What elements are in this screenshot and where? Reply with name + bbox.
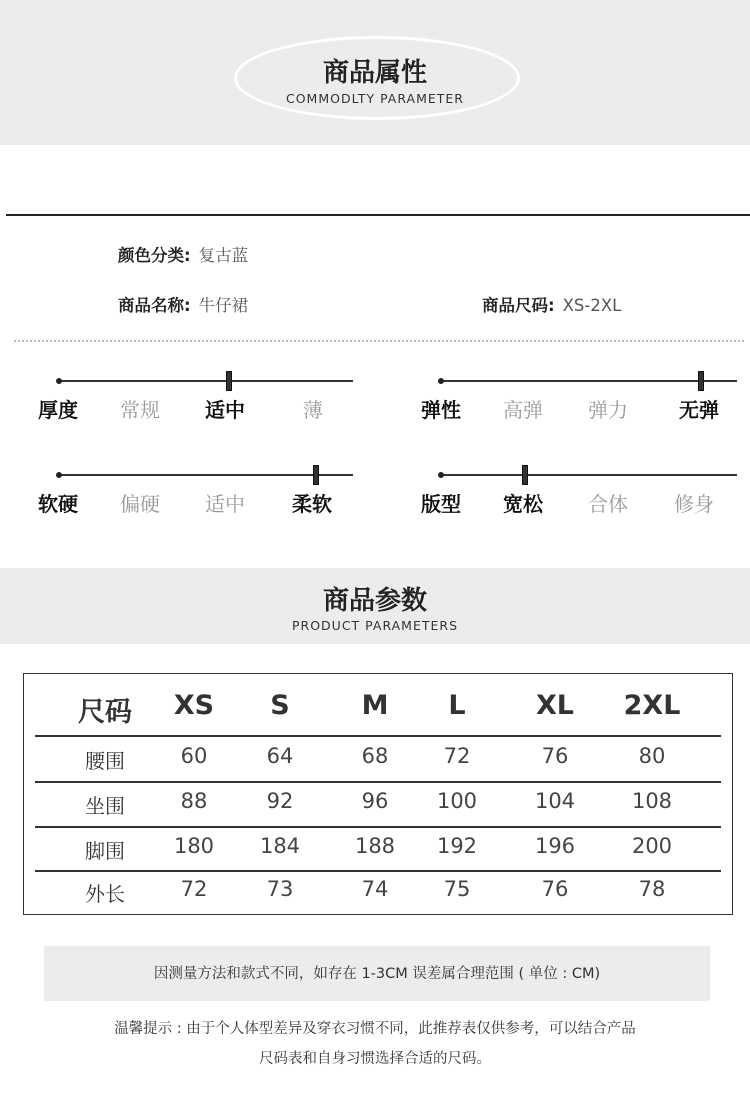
table-rule [35, 870, 721, 872]
table-header-label: 尺码 [78, 697, 132, 728]
table-header-size: M [361, 690, 389, 721]
scale-start-dot [438, 472, 444, 478]
divider-solid [6, 214, 750, 216]
info-name [118, 292, 248, 316]
info-color [118, 242, 248, 266]
table-cell: 196 [534, 834, 576, 858]
info-name-label: 商品名称: [118, 296, 191, 315]
table-cell: 76 [541, 877, 569, 901]
info-size-value: XS-2XL [562, 296, 622, 315]
table-cell: 73 [266, 877, 294, 901]
table-cell: 108 [631, 789, 673, 813]
attribute-option: 偏硬 [120, 492, 160, 516]
measurement-note: 因测量方法和款式不同，如存在 1-3CM 误差属合理范围 ( 单位 : CM) [153, 966, 601, 982]
table-header-size: S [270, 690, 290, 721]
divider-dotted [14, 340, 744, 342]
attribute-option: 柔软 [292, 492, 332, 516]
scale-indicator [313, 465, 319, 485]
section-title-attributes: 商品属性 [322, 58, 427, 88]
table-cell: 74 [361, 877, 389, 901]
info-size-label: 商品尺码: [482, 296, 555, 315]
table-header-size: XS [173, 690, 215, 721]
attribute-option: 弹力 [588, 398, 628, 422]
table-cell: 76 [541, 744, 569, 768]
section-subtitle-attributes: COMMODLTY PARAMETER [285, 91, 464, 106]
table-header-size: XL [535, 690, 575, 721]
table-cell: 184 [259, 834, 301, 858]
table-cell: 88 [180, 789, 208, 813]
table-cell: 96 [361, 789, 389, 813]
section-subtitle-parameters: PRODUCT PARAMETERS [291, 618, 459, 633]
table-row-label: 坐围 [85, 794, 125, 818]
scale-indicator [226, 371, 232, 391]
info-color-value: 复古蓝 [198, 246, 249, 265]
attribute-option: 合体 [588, 492, 628, 516]
attribute-option: 适中 [205, 398, 245, 422]
table-cell: 104 [534, 789, 576, 813]
section-title-parameters: 商品参数 [322, 586, 427, 616]
info-name-value: 牛仔裙 [198, 296, 249, 315]
scale-indicator [522, 465, 528, 485]
info-size [482, 292, 621, 316]
tip-line-1: 温馨提示 : 由于个人体型差异及穿衣习惯不同，此推荐表仅供参考，可以结合产品 [114, 1021, 636, 1037]
table-cell: 92 [266, 789, 294, 813]
scale-line [441, 474, 737, 476]
attribute-option: 适中 [205, 492, 245, 516]
table-cell: 192 [436, 834, 478, 858]
attribute-option: 常规 [120, 398, 160, 422]
table-row-label: 脚围 [85, 839, 125, 863]
attribute-name: 软硬 [38, 492, 78, 516]
attribute-name: 厚度 [38, 398, 78, 422]
attribute-option: 无弹 [679, 398, 719, 422]
table-cell: 78 [638, 877, 666, 901]
attribute-option: 薄 [303, 398, 323, 422]
table-rule [35, 781, 721, 783]
attribute-name: 版型 [421, 492, 461, 516]
table-cell: 200 [631, 834, 673, 858]
scale-start-dot [438, 378, 444, 384]
info-color-label: 颜色分类: [118, 246, 191, 265]
table-cell: 180 [173, 834, 215, 858]
scale-start-dot [56, 472, 62, 478]
table-header-size: L [448, 690, 466, 721]
table-rule [35, 826, 721, 828]
attribute-name: 弹性 [421, 398, 461, 422]
table-cell: 80 [638, 744, 666, 768]
table-row-label: 外长 [85, 882, 125, 906]
scale-line [59, 474, 353, 476]
attribute-option: 修身 [674, 492, 714, 516]
scale-indicator [698, 371, 704, 391]
tip-line-2: 尺码表和自身习惯选择合适的尺码。 [259, 1051, 491, 1067]
attribute-option: 高弹 [503, 398, 543, 422]
scale-line [59, 380, 353, 382]
scale-start-dot [56, 378, 62, 384]
table-cell: 100 [436, 789, 478, 813]
table-cell: 60 [180, 744, 208, 768]
table-cell: 188 [354, 834, 396, 858]
table-cell: 75 [443, 877, 471, 901]
table-cell: 64 [266, 744, 294, 768]
table-cell: 72 [180, 877, 208, 901]
table-cell: 68 [361, 744, 389, 768]
table-header-size: 2XL [623, 690, 681, 721]
scale-line [441, 380, 737, 382]
attribute-option: 宽松 [503, 492, 543, 516]
table-rule [35, 735, 721, 737]
table-row-label: 腰围 [85, 749, 125, 773]
table-cell: 72 [443, 744, 471, 768]
